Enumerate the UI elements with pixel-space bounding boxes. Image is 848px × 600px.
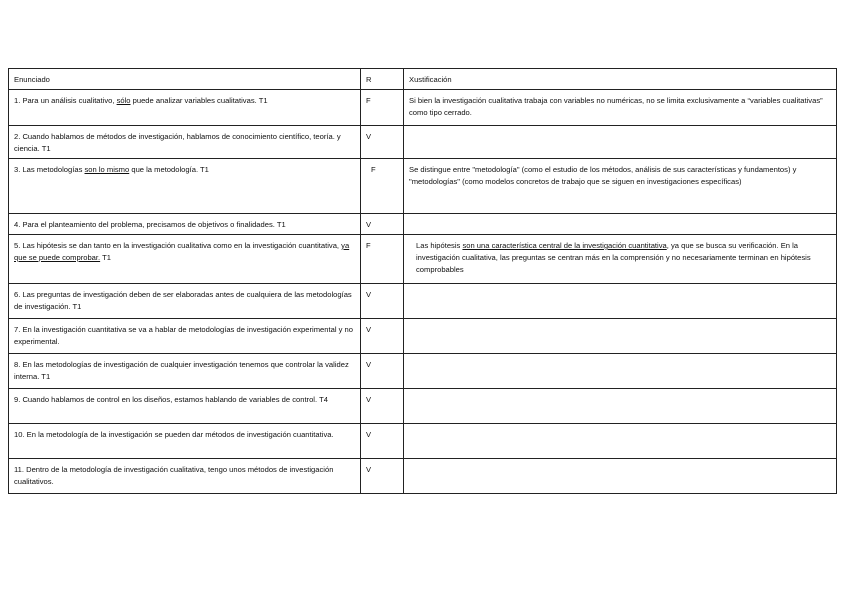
answer-cell: F	[361, 235, 404, 284]
enunciado-cell: 10. En la metodología de la investigación se pueden dar métodos de investigación cuantitativa.	[9, 424, 361, 459]
xustificacion-cell	[404, 424, 837, 459]
enunciado-cell: 7. En la investigación cuantitativa se va a hablar de metodologías de investigación experimental y no experimental.	[9, 319, 361, 354]
table-row	[9, 284, 837, 319]
enunciado-cell: 6. Las preguntas de investigación deben de ser elaboradas antes de cualquiera de las metodologías de investigación. T1	[9, 284, 361, 319]
answer-cell: F	[361, 159, 404, 214]
xustificacion-cell: Si bien la investigación cualitativa trabaja con variables no numéricas, no se limita exclusivamente a “variables cualitativas” como tipo cerrado.	[404, 90, 837, 126]
xustificacion-cell: Se distingue entre "metodología" (como el estudio de los métodos, análisis de sus características y fundamentos) y "metodologías" (como modelos concretos de trabajo que se siguen en investigaciones específicas)	[404, 159, 837, 214]
table-row	[9, 90, 837, 126]
enunciado-cell: 4. Para el planteamiento del problema, precisamos de objetivos o finalidades. T1	[9, 214, 361, 235]
header-enunciado: Enunciado	[9, 69, 361, 90]
answer-cell: V	[361, 424, 404, 459]
table-row	[9, 389, 837, 424]
enunciado-cell: 3. Las metodologías son lo mismo que la metodología. T1	[9, 159, 361, 214]
header-r: R	[361, 69, 404, 90]
answer-cell: V	[361, 389, 404, 424]
answer-cell: V	[361, 459, 404, 494]
table-row	[9, 214, 837, 235]
underlined-text: son lo mismo	[84, 165, 130, 174]
answer-cell: V	[361, 319, 404, 354]
enunciado-cell: 2. Cuando hablamos de métodos de investigación, hablamos de conocimiento científico, teoría. y ciencia. T1	[9, 126, 361, 159]
enunciado-cell: 8. En las metodologías de investigación de cualquier investigación tenemos que controlar la validez interna. T1	[9, 354, 361, 389]
underlined-text: ya que se puede comprobar.	[14, 241, 350, 262]
answer-cell: V	[361, 354, 404, 389]
xustificacion-cell	[404, 354, 837, 389]
answer-cell: V	[361, 214, 404, 235]
answer-cell: F	[361, 90, 404, 126]
table-row	[9, 424, 837, 459]
xustificacion-cell	[404, 459, 837, 494]
true-false-table	[8, 68, 837, 494]
table-row	[9, 319, 837, 354]
xustificacion-cell	[404, 284, 837, 319]
xustificacion-cell	[404, 319, 837, 354]
xustificacion-cell	[404, 214, 837, 235]
enunciado-cell: 1. Para un análisis cualitativo, sólo puede analizar variables cualitativas. T1	[9, 90, 361, 126]
answer-cell: V	[361, 126, 404, 159]
enunciado-cell: 5. Las hipótesis se dan tanto en la investigación cualitativa como en la investigación cuantitativa, ya que se puede comprobar. T1	[9, 235, 361, 284]
xustificacion-cell: Las hipótesis son una característica central de la investigación cuantitativa, ya que se busca su verificación. En la investigación cualitativa, las preguntas se centran más en la comprensión y no necesariamente terminan en hipótesis comprobables	[404, 235, 837, 284]
enunciado-cell: 11. Dentro de la metodología de investigación cualitativa, tengo unos métodos de investigación cualitativos.	[9, 459, 361, 494]
table-header-row	[9, 69, 837, 90]
answer-cell: V	[361, 284, 404, 319]
table-row	[9, 126, 837, 159]
xustificacion-cell	[404, 389, 837, 424]
table-row	[9, 354, 837, 389]
table-row	[9, 459, 837, 494]
enunciado-cell: 9. Cuando hablamos de control en los diseños, estamos hablando de variables de control. T4	[9, 389, 361, 424]
underlined-text: sólo	[116, 96, 131, 105]
underlined-text: son una característica central de la investigación cuantitativa	[462, 241, 667, 250]
table-row	[9, 159, 837, 214]
table-row	[9, 235, 837, 284]
header-xustificacion: Xustificación	[404, 69, 837, 90]
xustificacion-cell	[404, 126, 837, 159]
